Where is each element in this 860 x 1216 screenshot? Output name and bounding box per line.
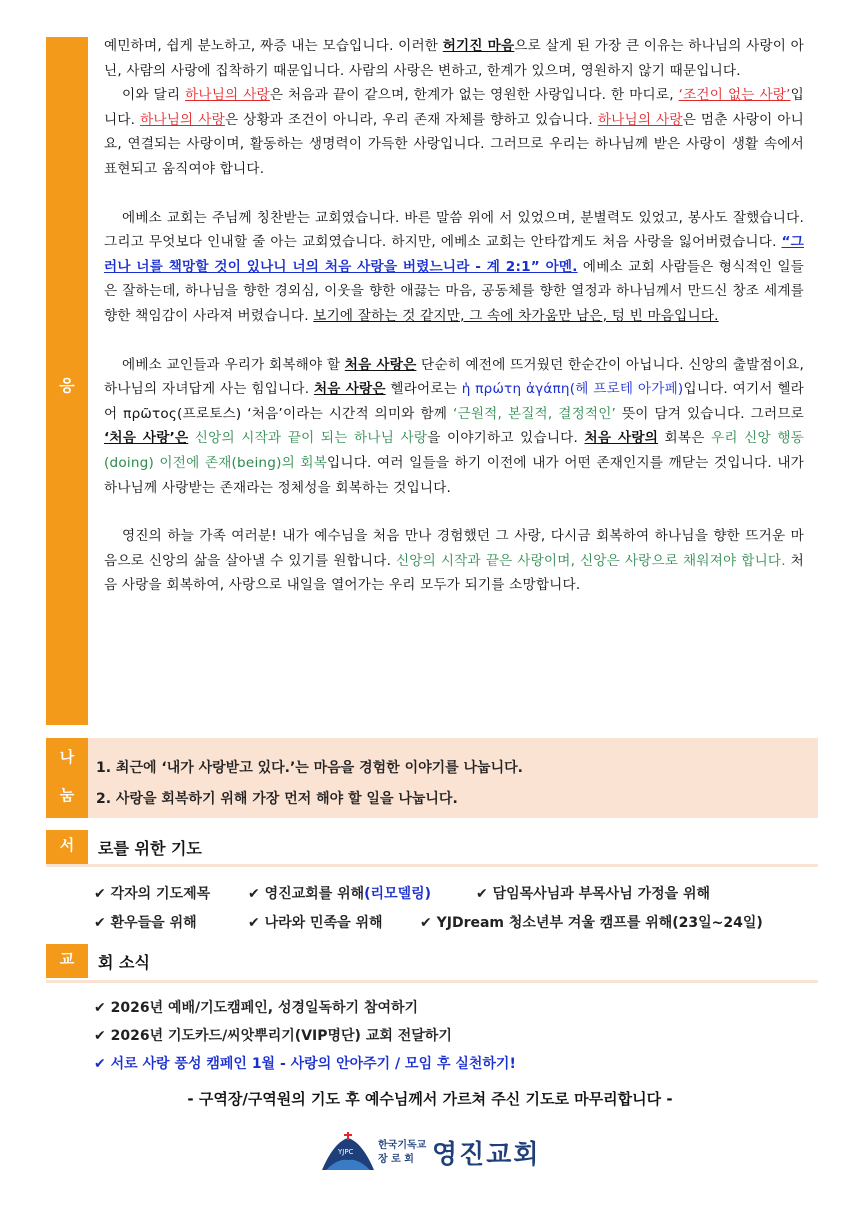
section-sidebar bbox=[46, 37, 88, 725]
sharing-tab bbox=[46, 738, 88, 818]
prayer-tab: 서 bbox=[46, 830, 88, 864]
closing-line: - 구역장/구역원의 기도 후 예수님께서 가르쳐 주신 기도로 마무리합니다 - bbox=[187, 1090, 673, 1108]
news-item-3: ✔ 서로 사랑 풍성 캠페인 1월 - 사랑의 안아주기 / 모임 후 실천하기! bbox=[94, 1056, 516, 1072]
paragraph-2: 이와 달리 하나님의 사랑은 처음과 끝이 같으며, 한계가 없는 영원한 사랑입니다. 한 마디로, ‘조건이 없는 사랑’입니다. 하나님의 사랑은 상황과 조건이 아니라, 우리 존재 자체를 향하고 있습니다. 하나님의 사랑은 멈춘 사랑이 아니요, 연결되는 사랑이며, 활동하는 생명력이 가득한 사랑입니다. 그러므로 우리는 하나님께 받은 사랑이 생활 속에서 표현되고 움직여야 합니다. bbox=[104, 87, 805, 177]
news-item-1: ✔ 2026년 예배/기도캠페인, 성경일독하기 참여하기 bbox=[94, 1000, 419, 1016]
prayer-title: 로를 위한 기도 bbox=[98, 839, 202, 858]
paragraph-1: 예민하며, 쉽게 분노하고, 짜증 내는 모습입니다. 이러한 허기진 마음으로 살게 된 가장 큰 이유는 하나님의 사랑이 아닌, 사람의 사랑에 집착하기 때문입니다. 사람의 사랑은 변하고, 한계가 있으며, 영원하지 않기 때문입니다. bbox=[104, 38, 805, 79]
sharing-question-1: 1. 최근에 ‘내가 사랑받고 있다.’는 마음을 경험한 이야기를 나눕니다. bbox=[96, 760, 523, 776]
paragraph-3: 에베소 교회는 주님께 칭찬받는 교회였습니다. 바른 말씀 위에 서 있었으며, 분별력도 있었고, 봉사도 잘했습니다. 그리고 무엇보다 인내할 줄 아는 교회였습니다. 하지만, 에베소 교회는 안타깝게도 처음 사랑을 잃어버렸습니다. “그러나 너를 책망할 것이 있나니 너의 처음 사랑을 버렸느니라 - 계 2:1” 아멘. 에베소 교회 사람들은 형식적인 일들은 잘하는데, 하나님을 향한 경외심, 이웃을 향한 애끓는 마음, 공동체를 향한 열정과 하나님께서 만드신 창조 세계를 향한 책임감이 사라져 버렸습니다. 보기에 잘하는 것 같지만, 그 속에 차가움만 남은, 텅 빈 마음입니다. bbox=[104, 209, 805, 324]
logo-line-1: 한국기독교 bbox=[378, 1140, 427, 1151]
logo-mark-text: YJPC bbox=[338, 1148, 354, 1156]
prayer-item-6: ✔ YJDream 청소년부 겨울 캠프를 위해(23일~24일) bbox=[420, 915, 763, 931]
paragraph-5: 영진의 하늘 가족 여러분! 내가 예수님을 처음 만나 경험했던 그 사랑, 다시금 회복하여 하나님을 향한 뜨거운 마음으로 신앙의 삶을 살아낼 수 있기를 원합니다. 신앙의 시작과 끝은 사랑이며, 신앙은 사랑으로 채워져야 합니다. 처음 사랑을 회복하여, 사랑으로 내일을 열어가는 우리 모두가 되기를 소망합니다. bbox=[104, 528, 804, 594]
news-item-2: ✔ 2026년 기도카드/씨앗뿌리기(VIP명단) 교회 전달하기 bbox=[94, 1028, 452, 1044]
sharing-tab-char-1: 나 bbox=[59, 748, 75, 766]
sermon-body bbox=[104, 34, 804, 598]
news-title: 회 소식 bbox=[98, 953, 150, 972]
prayer-item-3: ✔ 담임목사님과 부목사님 가정을 위해 bbox=[476, 886, 711, 902]
paragraph-4: 에베소 교인들과 우리가 회복해야 할 처음 사랑은 단순히 예전에 뜨거웠던 한순간이 아닙니다. 신앙의 출발점이요, 하나님의 자녀답게 사는 힘입니다. 처음 사랑은 헬라어로는 ἡ πρώτη ἀγάπη(헤 프로테 아가페)입니다. 여기서 헬라어 πρῶτος(프로토스) ‘처음’이라는 시간적 의미와 함께 ‘근원적, 본질적, 결정적인’ 뜻이 담겨 있습니다. 그러므로 ‘처음 사랑’은 신앙의 시작과 끝이 되는 하나님 사랑을 이야기하고 있습니다. 처음 사랑의 회복은 우리 신앙 행동(doing) 이전에 존재(being)의 회복입니다. 여러 일들을 하기 이전에 내가 어떤 존재인지를 깨닫는 것입니다. 내가 하나님께 사랑받는 존재라는 정체성을 회복하는 것입니다. bbox=[104, 356, 805, 496]
news-tab: 교 bbox=[46, 944, 88, 978]
church-emblem-icon bbox=[320, 1132, 376, 1174]
sidebar-label: 응 bbox=[59, 376, 75, 395]
prayer-item-4: ✔ 환우들을 위해 bbox=[94, 915, 197, 931]
prayer-item-1: ✔ 각자의 기도제목 bbox=[94, 886, 211, 902]
prayer-item-2: ✔ 영진교회를 위해(리모델링) bbox=[248, 886, 432, 902]
logo-line-2: 장 로 회 bbox=[378, 1154, 414, 1165]
sharing-tab-char-2: 눔 bbox=[59, 786, 75, 804]
prayer-divider bbox=[46, 864, 818, 867]
sharing-question-2: 2. 사랑을 회복하기 위해 가장 먼저 해야 할 일을 나눕니다. bbox=[96, 791, 458, 807]
logo-church-name: 영진교회 bbox=[432, 1140, 541, 1170]
news-divider bbox=[46, 980, 818, 983]
church-logo bbox=[320, 1128, 560, 1178]
prayer-item-5: ✔ 나라와 민족을 위해 bbox=[248, 915, 383, 931]
